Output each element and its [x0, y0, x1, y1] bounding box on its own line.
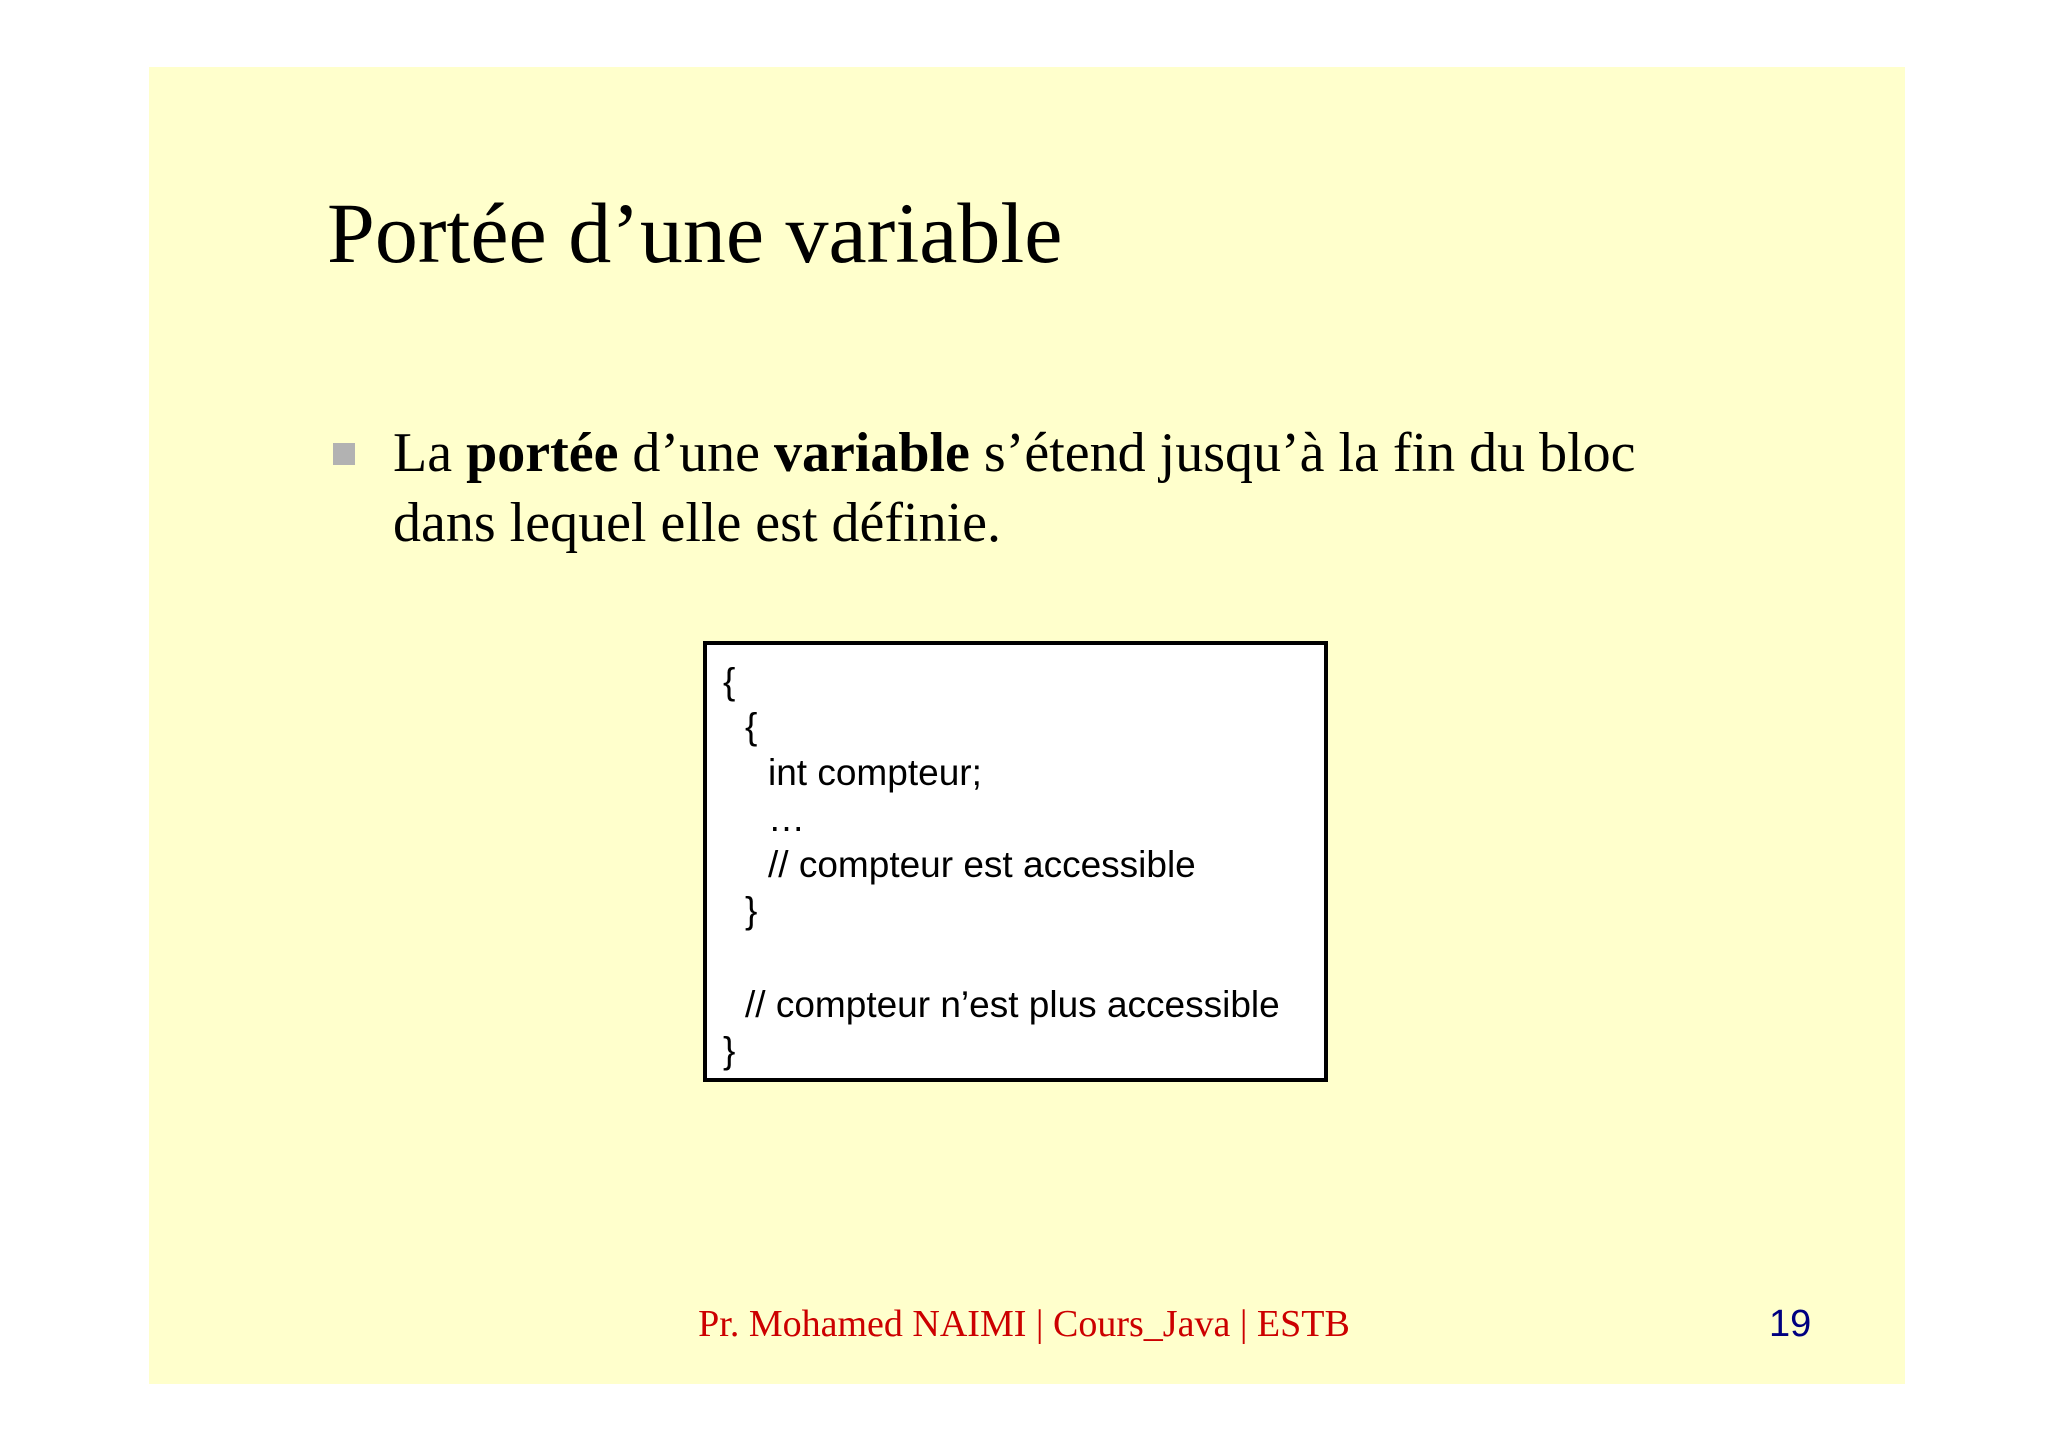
code-line-3: int compteur;	[768, 752, 982, 793]
code-line-7: // compteur n’est plus accessible	[745, 984, 1280, 1025]
bullet-text	[393, 418, 1773, 558]
slide-title: Portée d’une variable	[327, 185, 1063, 281]
code-box	[703, 641, 1328, 1082]
code-line-2: {	[745, 706, 758, 747]
code-line-1: {	[723, 661, 736, 702]
bullet-line-2: dans lequel elle est définie.	[393, 492, 1001, 554]
code-line-8: }	[723, 1030, 736, 1071]
code-line-5: // compteur est accessible	[768, 844, 1196, 885]
bullet-bold-term: variable	[773, 422, 970, 484]
bullet-line-1	[393, 418, 1773, 488]
slide-footer: Pr. Mohamed NAIMI | Cours_Java | ESTB	[698, 1303, 1350, 1345]
bullet-bold-term: portée	[466, 422, 619, 484]
bullet-text-part: d’une	[618, 422, 774, 484]
bullet-square-icon	[333, 443, 355, 465]
bullet-text-part: La	[393, 422, 467, 484]
bullet-text-part: s’étend jusqu’à la fin du bloc	[969, 422, 1636, 484]
page-number: 19	[1769, 1303, 1812, 1345]
code-line-4: …	[768, 798, 805, 839]
code-line-6: }	[745, 890, 758, 931]
